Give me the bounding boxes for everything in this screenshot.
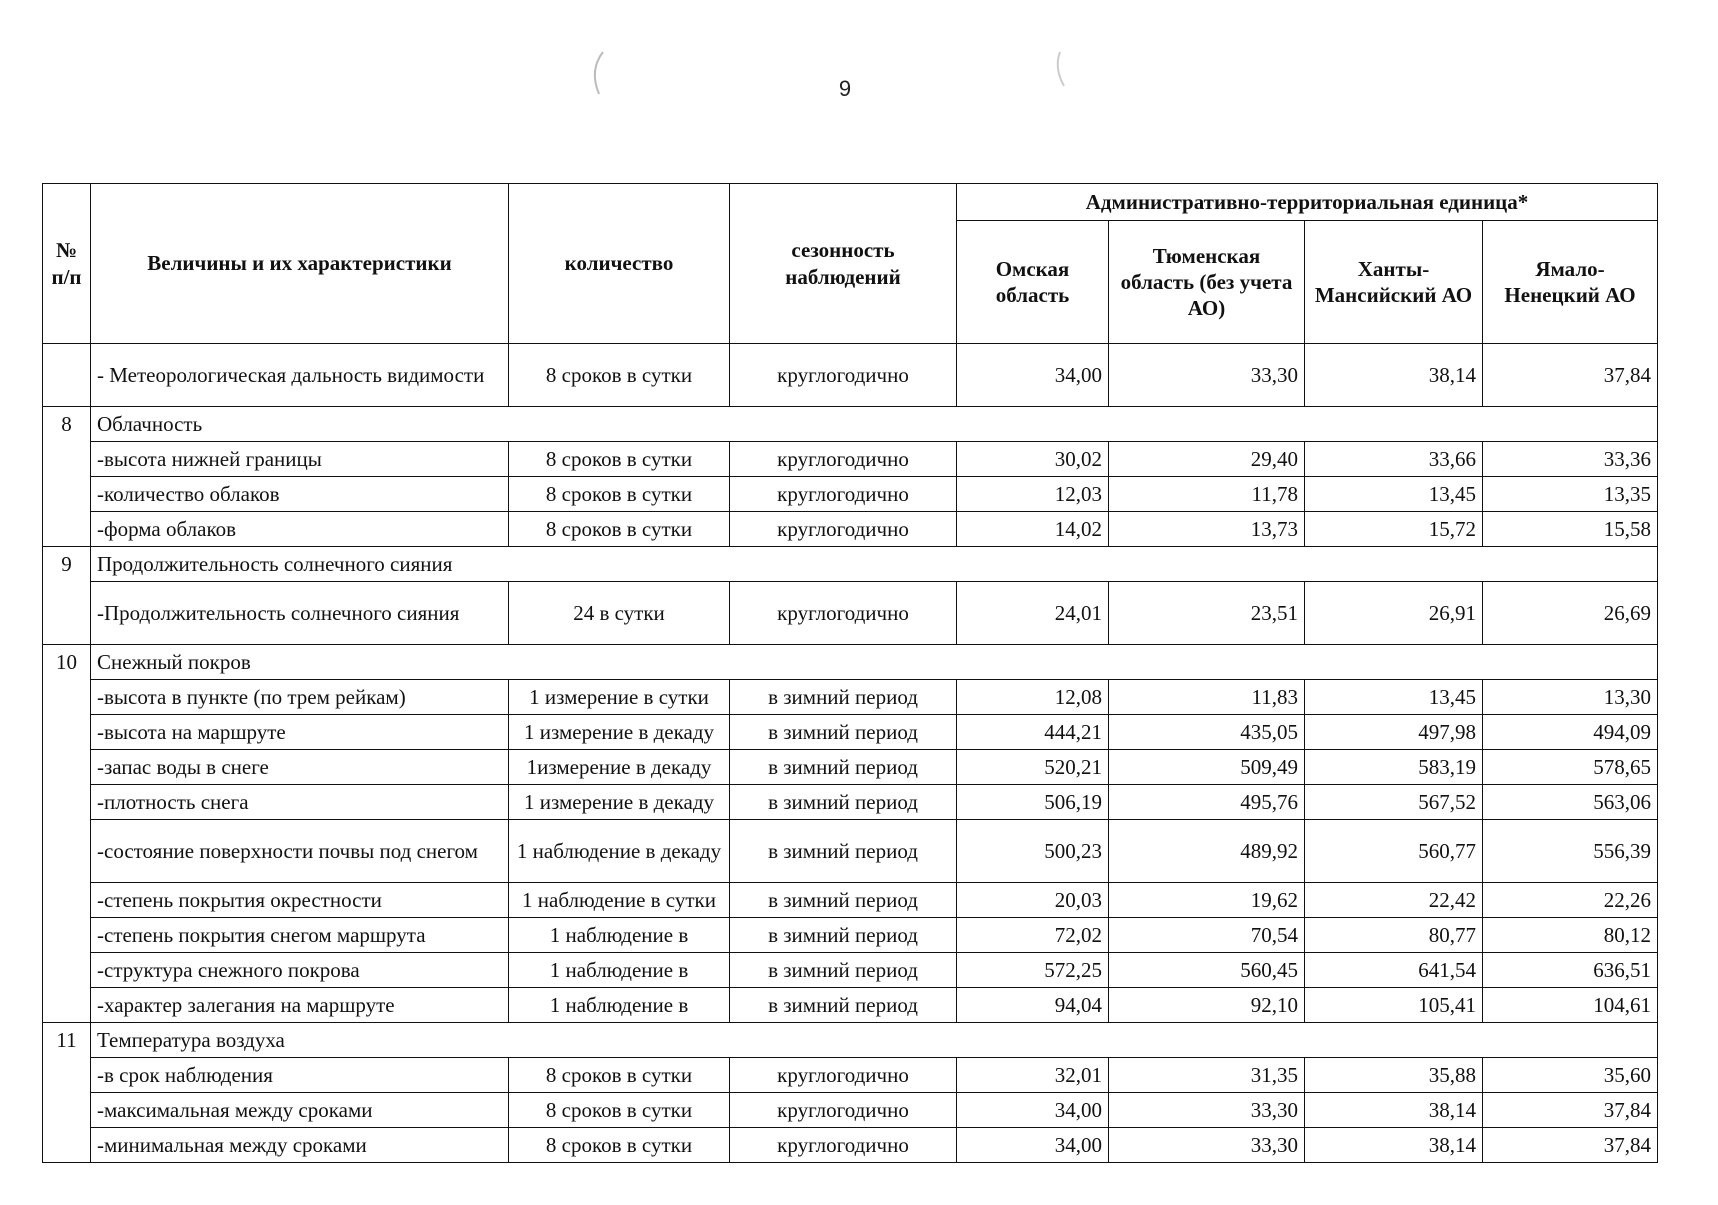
table-row [43, 750, 1658, 785]
value-omsk: 12,03 [957, 477, 1109, 512]
table-row [43, 953, 1658, 988]
row-number [43, 512, 91, 547]
value-khmao: 22,42 [1305, 883, 1483, 918]
header-num: № п/п [43, 184, 91, 344]
value-tyumen: 70,54 [1109, 918, 1305, 953]
value-yanao: 494,09 [1483, 715, 1658, 750]
header-region-group: Административно-территориальная единица* [957, 184, 1658, 221]
row-season: круглогодично [730, 1093, 957, 1128]
row-quantity: 8 сроков в сутки [509, 512, 730, 547]
value-tyumen: 13,73 [1109, 512, 1305, 547]
value-omsk: 12,08 [957, 680, 1109, 715]
header-season: сезонность наблюдений [730, 184, 957, 344]
row-season: круглогодично [730, 1128, 957, 1163]
value-tyumen: 19,62 [1109, 883, 1305, 918]
value-khmao: 13,45 [1305, 477, 1483, 512]
value-omsk: 34,00 [957, 1128, 1109, 1163]
row-quantity: 1 наблюдение в [509, 953, 730, 988]
row-quantity: 1измерение в декаду [509, 750, 730, 785]
table-row [43, 1093, 1658, 1128]
value-yanao: 563,06 [1483, 785, 1658, 820]
header-name: Величины и их характеристики [91, 184, 509, 344]
value-omsk: 24,01 [957, 582, 1109, 645]
value-omsk: 32,01 [957, 1058, 1109, 1093]
row-season: в зимний период [730, 715, 957, 750]
page-number: 9 [838, 76, 852, 101]
row-name: -степень покрытия окрестности [91, 883, 509, 918]
value-tyumen: 33,30 [1109, 1093, 1305, 1128]
value-yanao: 13,30 [1483, 680, 1658, 715]
value-khmao: 560,77 [1305, 820, 1483, 883]
value-yanao: 556,39 [1483, 820, 1658, 883]
row-name: -плотность снега [91, 785, 509, 820]
value-khmao: 80,77 [1305, 918, 1483, 953]
row-season: в зимний период [730, 918, 957, 953]
table-row [43, 820, 1658, 883]
header-qty: количество [509, 184, 730, 344]
observations-table [42, 183, 1658, 1163]
row-name: - Метеорологическая дальность видимости [91, 344, 509, 407]
value-tyumen: 11,83 [1109, 680, 1305, 715]
row-name: -запас воды в снеге [91, 750, 509, 785]
row-season: в зимний период [730, 883, 957, 918]
table-row [43, 512, 1658, 547]
row-name: -минимальная между сроками [91, 1128, 509, 1163]
row-number [43, 1093, 91, 1128]
row-number [43, 344, 91, 407]
value-yanao: 636,51 [1483, 953, 1658, 988]
value-yanao: 37,84 [1483, 1093, 1658, 1128]
value-khmao: 567,52 [1305, 785, 1483, 820]
row-name: -количество облаков [91, 477, 509, 512]
header-region-yanao: Ямало-Ненецкий АО [1483, 221, 1658, 344]
value-omsk: 94,04 [957, 988, 1109, 1023]
value-tyumen: 23,51 [1109, 582, 1305, 645]
table-row [43, 680, 1658, 715]
row-quantity: 1 наблюдение в [509, 988, 730, 1023]
scan-artifact-left [585, 48, 607, 98]
header-region-tyumen: Тюменская область (без учета АО) [1109, 221, 1305, 344]
row-number [43, 918, 91, 953]
section-row [43, 645, 1658, 680]
row-number [43, 883, 91, 918]
value-omsk: 506,19 [957, 785, 1109, 820]
row-quantity: 1 наблюдение в [509, 918, 730, 953]
value-tyumen: 489,92 [1109, 820, 1305, 883]
value-tyumen: 495,76 [1109, 785, 1305, 820]
row-number [43, 988, 91, 1023]
table-row [43, 582, 1658, 645]
value-omsk: 500,23 [957, 820, 1109, 883]
row-quantity: 1 измерение в декаду [509, 785, 730, 820]
section-row [43, 1023, 1658, 1058]
row-season: круглогодично [730, 1058, 957, 1093]
value-omsk: 72,02 [957, 918, 1109, 953]
row-season: в зимний период [730, 953, 957, 988]
value-tyumen: 92,10 [1109, 988, 1305, 1023]
row-number [43, 750, 91, 785]
value-omsk: 20,03 [957, 883, 1109, 918]
row-quantity: 8 сроков в сутки [509, 442, 730, 477]
row-number: 10 [43, 645, 91, 680]
section-title: Облачность [91, 407, 1658, 442]
row-number [43, 785, 91, 820]
row-quantity: 8 сроков в сутки [509, 1058, 730, 1093]
value-khmao: 35,88 [1305, 1058, 1483, 1093]
value-omsk: 520,21 [957, 750, 1109, 785]
value-yanao: 37,84 [1483, 1128, 1658, 1163]
row-season: круглогодично [730, 512, 957, 547]
value-khmao: 38,14 [1305, 1128, 1483, 1163]
row-number [43, 953, 91, 988]
row-season: круглогодично [730, 442, 957, 477]
row-quantity: 24 в сутки [509, 582, 730, 645]
table-row [43, 883, 1658, 918]
value-tyumen: 33,30 [1109, 344, 1305, 407]
value-khmao: 13,45 [1305, 680, 1483, 715]
row-season: в зимний период [730, 680, 957, 715]
value-khmao: 38,14 [1305, 344, 1483, 407]
value-tyumen: 560,45 [1109, 953, 1305, 988]
value-khmao: 33,66 [1305, 442, 1483, 477]
section-title: Снежный покров [91, 645, 1658, 680]
row-name: -в срок наблюдения [91, 1058, 509, 1093]
row-name: -состояние поверхности почвы под снегом [91, 820, 509, 883]
scan-artifact-right [1050, 48, 1072, 98]
header-row-1 [43, 184, 1658, 221]
value-yanao: 26,69 [1483, 582, 1658, 645]
value-yanao: 13,35 [1483, 477, 1658, 512]
value-omsk: 572,25 [957, 953, 1109, 988]
row-number [43, 582, 91, 645]
value-khmao: 497,98 [1305, 715, 1483, 750]
row-number: 11 [43, 1023, 91, 1058]
table-row [43, 477, 1658, 512]
table-row [43, 1128, 1658, 1163]
value-omsk: 30,02 [957, 442, 1109, 477]
row-quantity: 1 измерение в сутки [509, 680, 730, 715]
row-number [43, 820, 91, 883]
row-quantity: 1 наблюдение в декаду [509, 820, 730, 883]
row-name: -Продолжительность солнечного сияния [91, 582, 509, 645]
value-yanao: 80,12 [1483, 918, 1658, 953]
value-yanao: 35,60 [1483, 1058, 1658, 1093]
value-khmao: 105,41 [1305, 988, 1483, 1023]
row-quantity: 8 сроков в сутки [509, 477, 730, 512]
row-quantity: 1 измерение в декаду [509, 715, 730, 750]
row-quantity: 8 сроков в сутки [509, 1093, 730, 1128]
section-title: Продолжительность солнечного сияния [91, 547, 1658, 582]
value-omsk: 14,02 [957, 512, 1109, 547]
table-row [43, 1058, 1658, 1093]
value-tyumen: 509,49 [1109, 750, 1305, 785]
value-khmao: 641,54 [1305, 953, 1483, 988]
value-omsk: 444,21 [957, 715, 1109, 750]
table-row [43, 785, 1658, 820]
row-season: круглогодично [730, 344, 957, 407]
row-season: в зимний период [730, 750, 957, 785]
row-name: -характер залегания на маршруте [91, 988, 509, 1023]
value-tyumen: 435,05 [1109, 715, 1305, 750]
row-name: -максимальная между сроками [91, 1093, 509, 1128]
value-yanao: 578,65 [1483, 750, 1658, 785]
table-row [43, 918, 1658, 953]
value-khmao: 38,14 [1305, 1093, 1483, 1128]
value-yanao: 37,84 [1483, 344, 1658, 407]
row-season: круглогодично [730, 477, 957, 512]
value-khmao: 15,72 [1305, 512, 1483, 547]
section-row [43, 407, 1658, 442]
value-tyumen: 33,30 [1109, 1128, 1305, 1163]
row-name: -высота нижней границы [91, 442, 509, 477]
row-season: в зимний период [730, 988, 957, 1023]
table-row [43, 442, 1658, 477]
value-tyumen: 31,35 [1109, 1058, 1305, 1093]
value-yanao: 104,61 [1483, 988, 1658, 1023]
row-name: -форма облаков [91, 512, 509, 547]
section-row [43, 547, 1658, 582]
row-number [43, 1058, 91, 1093]
row-number [43, 477, 91, 512]
value-khmao: 583,19 [1305, 750, 1483, 785]
table-row [43, 344, 1658, 407]
row-quantity: 8 сроков в сутки [509, 344, 730, 407]
table-row [43, 715, 1658, 750]
row-quantity: 8 сроков в сутки [509, 1128, 730, 1163]
value-khmao: 26,91 [1305, 582, 1483, 645]
table-body [43, 344, 1658, 1163]
row-season: круглогодично [730, 582, 957, 645]
section-title: Температура воздуха [91, 1023, 1658, 1058]
value-yanao: 15,58 [1483, 512, 1658, 547]
row-name: -высота на маршруте [91, 715, 509, 750]
value-omsk: 34,00 [957, 1093, 1109, 1128]
row-number [43, 1128, 91, 1163]
row-number: 8 [43, 407, 91, 442]
row-number: 9 [43, 547, 91, 582]
row-number [43, 715, 91, 750]
table-row [43, 988, 1658, 1023]
value-omsk: 34,00 [957, 344, 1109, 407]
row-name: -степень покрытия снегом маршрута [91, 918, 509, 953]
row-season: в зимний период [730, 820, 957, 883]
header-region-omsk: Омская область [957, 221, 1109, 344]
value-yanao: 22,26 [1483, 883, 1658, 918]
row-name: -высота в пункте (по трем рейкам) [91, 680, 509, 715]
row-number [43, 680, 91, 715]
value-yanao: 33,36 [1483, 442, 1658, 477]
header-region-khmao: Ханты-Мансийский АО [1305, 221, 1483, 344]
value-tyumen: 11,78 [1109, 477, 1305, 512]
row-season: в зимний период [730, 785, 957, 820]
row-name: -структура снежного покрова [91, 953, 509, 988]
value-tyumen: 29,40 [1109, 442, 1305, 477]
row-number [43, 442, 91, 477]
row-quantity: 1 наблюдение в сутки [509, 883, 730, 918]
